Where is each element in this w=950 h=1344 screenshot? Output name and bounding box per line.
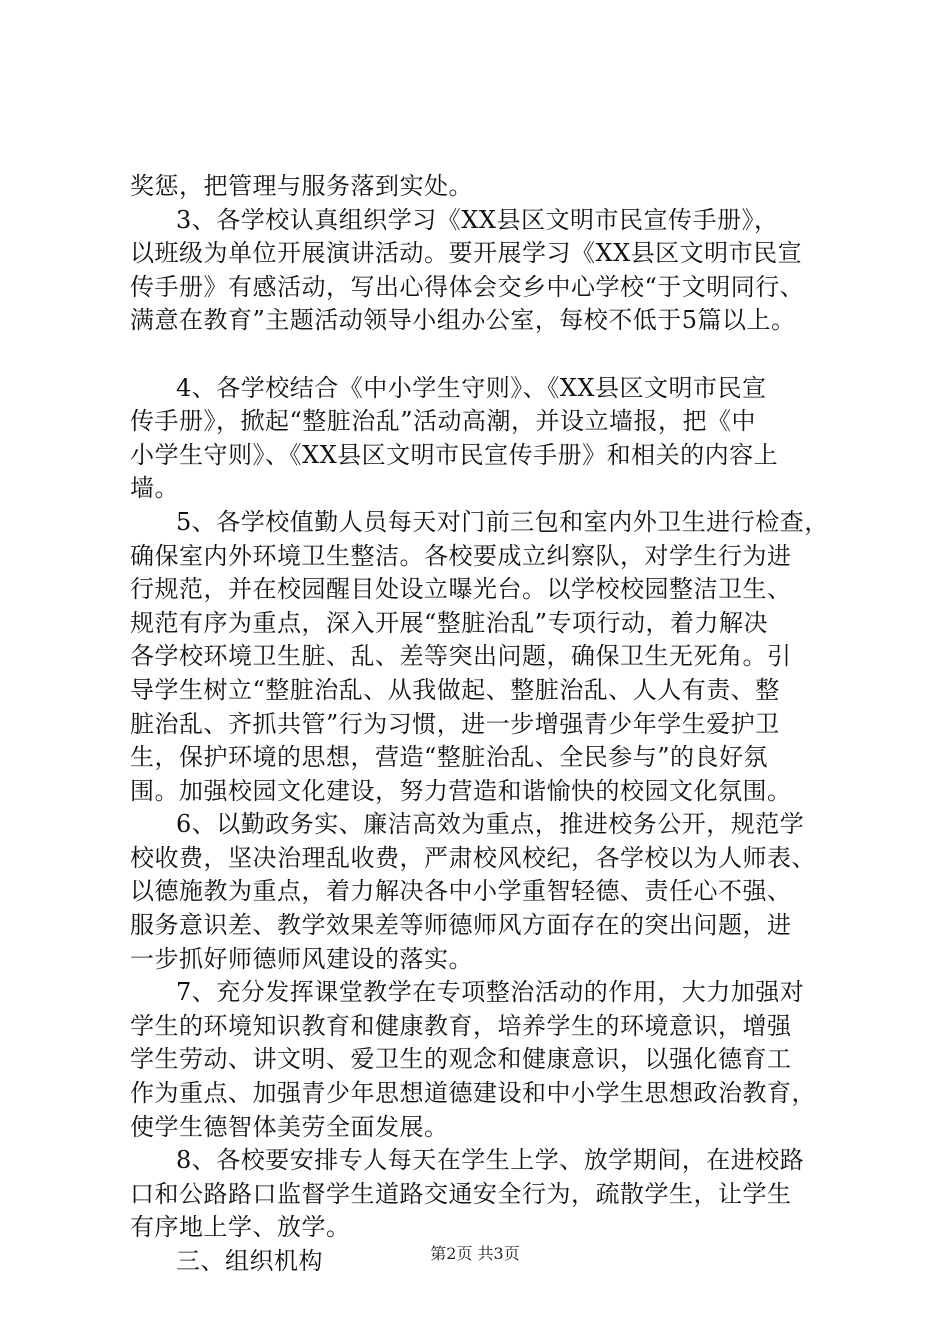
paragraph-line: 4、各学校结合《中小学生守则》、《XX县区文明市民宣 (176, 373, 767, 402)
paragraph-line: 传手册》，掀起“整脏治乱”活动高潮，并设立墙报，把《中 (130, 407, 757, 436)
document-body (130, 170, 830, 1279)
paragraph-line: 各学校环境卫生脏、乱、差等突出问题，确保卫生无死角。引 (130, 642, 792, 671)
paragraph-line: 以德施教为重点，着力解决各中小学重智轻德、责任心不强、 (130, 877, 792, 906)
paragraph-line: 墙。 (130, 474, 179, 503)
paragraph-line: 8、各校要安排专人每天在学生上学、放学期间，在进校路 (176, 1146, 805, 1175)
blank-line (130, 338, 830, 372)
paragraph-line: 围。加强校园文化建设，努力营造和谐愉快的校园文化氛围。 (130, 776, 792, 805)
paragraph-line: 传手册》有感活动，写出心得体会交乡中心学校“于文明同行、 (130, 272, 805, 301)
paragraph-line: 行规范，并在校园醒目处设立曝光台。以学校校园整洁卫生、 (130, 575, 792, 604)
paragraph-line: 满意在教育”主题活动领导小组办公室，每校不低于5篇以上。 (130, 306, 796, 335)
paragraph-line: 生，保护环境的思想，营造“整脏治乱、全民参与”的良好氛 (130, 743, 769, 772)
paragraph-line: 学生的环境知识教育和健康教育，培养学生的环境意识，增强 (130, 1011, 792, 1040)
paragraph-line: 规范有序为重点，深入开展“整脏治乱”专项行动，着力解决 (130, 608, 769, 637)
paragraph-line: 有序地上学、放学。 (130, 1213, 351, 1242)
paragraph-line: 校收费，坚决治理乱收费，严肃校风校纪，各学校以为人师表、 (130, 843, 816, 872)
paragraph-line: 脏治乱、齐抓共管”行为习惯，进一步增强青少年学生爱护卫 (130, 709, 780, 738)
paragraph-line: 5、各学校值勤人员每天对门前三包和室内外卫生进行检查， (176, 507, 829, 536)
paragraph-line: 作为重点、加强青少年思想道德建设和中小学生思想政治教育， (130, 1079, 816, 1108)
paragraph-line: 小学生守则》、《XX县区文明市民宣传手册》和相关的内容上 (130, 440, 779, 469)
paragraph-line: 导学生树立“整脏治乱、从我做起、整脏治乱、人人有责、整 (130, 675, 780, 704)
paragraph-line: 三、组织机构 (176, 1247, 323, 1275)
paragraph-line: 服务意识差、教学效果差等师德师风方面存在的突出问题，进 (130, 911, 792, 940)
paragraph-line: 6、以勤政务实、廉洁高效为重点，推进校务公开，规范学 (176, 810, 805, 839)
paragraph-line: 学生劳动、讲文明、爱卫生的观念和健康意识，以强化德育工 (130, 1045, 792, 1074)
paragraph-line: 奖惩，把管理与服务落到实处。 (130, 172, 473, 200)
paragraph-line: 使学生德智体美劳全面发展。 (130, 1112, 449, 1141)
page-footer: 第2页 共3页 (430, 1244, 520, 1263)
paragraph-line: 确保室内外环境卫生整洁。各校要成立纠察队，对学生行为进 (130, 541, 792, 570)
paragraph-line: 口和公路路口监督学生道路交通安全行为，疏散学生，让学生 (130, 1179, 792, 1208)
paragraph-line: 3、各学校认真组织学习《XX县区文明市民宣传手册》， (176, 205, 779, 234)
paragraph-line: 7、充分发挥课堂教学在专项整治活动的作用，大力加强对 (176, 978, 805, 1007)
paragraph-line: 以班级为单位开展演讲活动。要开展学习《XX县区文明市民宣 (130, 239, 803, 268)
paragraph-line: 一步抓好师德师风建设的落实。 (130, 944, 473, 973)
